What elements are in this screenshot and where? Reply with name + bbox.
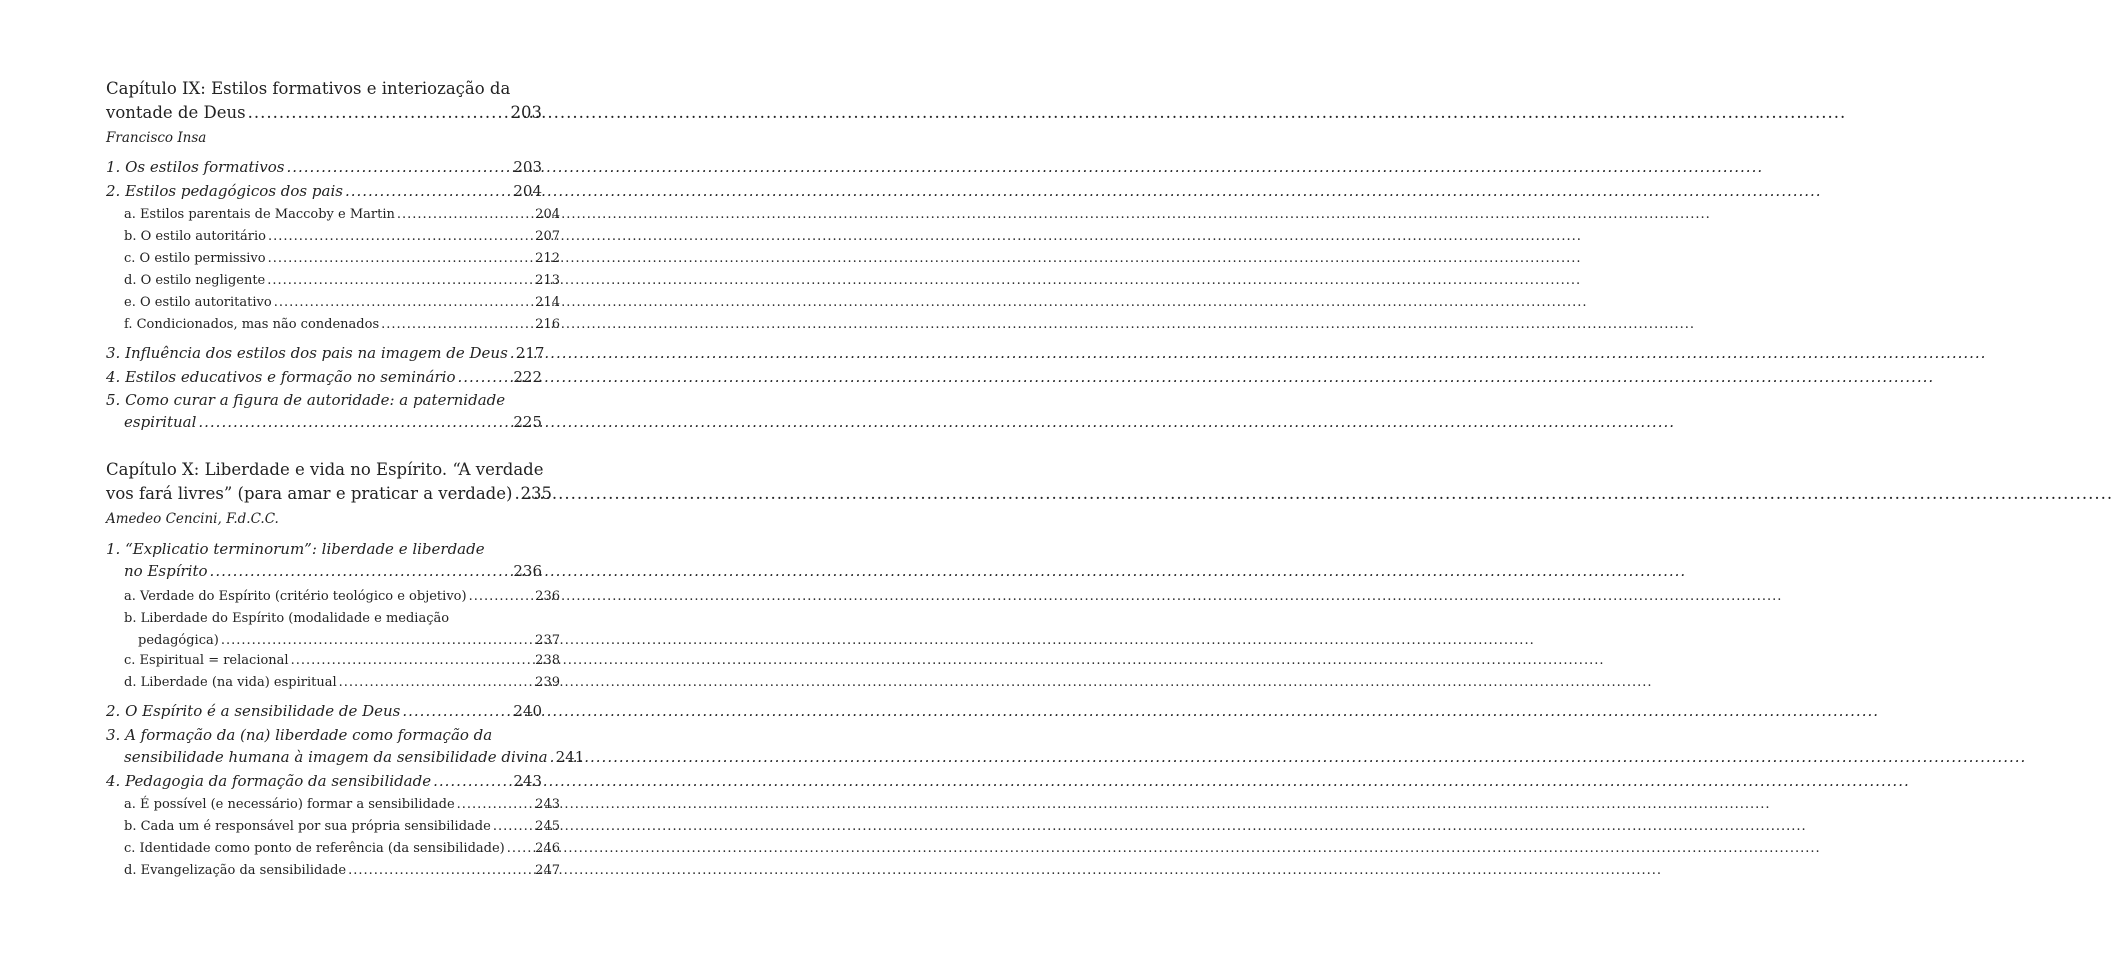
leader-dots <box>433 770 511 792</box>
leader-dots <box>268 226 533 248</box>
toc-entry-page: 214 <box>535 295 560 310</box>
toc-entry-page: 213 <box>535 273 560 288</box>
toc-entry-title-line1: 5. Como curar a figura de autoridade: a paternidade <box>106 391 506 409</box>
toc-entry <box>106 770 542 792</box>
toc-entry-page: 247 <box>535 863 560 878</box>
toc-entry-title: c. Identidade como ponto de referência (da sensibilidade) <box>124 841 505 856</box>
leader-dots <box>210 560 512 582</box>
toc-entry-title-line2: sensibilidade humana à imagem da sensibilidade divina <box>124 748 548 766</box>
toc-subentry <box>106 608 560 652</box>
toc-entry <box>106 342 545 364</box>
toc-entry-title-line1: 1. “Explicatio terminorum”: liberdade e liberdade <box>106 540 485 558</box>
toc-entry-title: 2. O Espírito é a sensibilidade de Deus <box>106 702 401 720</box>
toc-entry-title: 1. Os estilos formativos <box>106 158 285 176</box>
toc-entry-page: 216 <box>535 317 560 332</box>
toc-entry-title-line1: b. Liberdade do Espírito (modalidade e mediação <box>124 611 450 626</box>
toc-entry <box>106 366 542 388</box>
chapter-10-author: Amedeo Cencini, F.d.C.C. <box>106 511 279 527</box>
toc-entry-title-line2: no Espírito <box>124 562 208 580</box>
toc-subentry <box>106 586 560 608</box>
toc-subentry <box>106 204 560 226</box>
chapter-9-entry <box>106 101 542 125</box>
leader-dots <box>248 101 509 125</box>
toc-subentry <box>106 226 560 248</box>
chapter-10-title-line2: vos fará livres” (para amar e praticar a verdade) <box>106 484 513 503</box>
toc-entry-title: d. Evangelização da sensibilidade <box>124 863 347 878</box>
leader-dots <box>274 292 533 314</box>
toc-entry-page: 237 <box>535 633 560 648</box>
toc-subentry <box>106 270 560 292</box>
toc-subentry <box>106 292 560 314</box>
toc-subentry <box>106 248 560 270</box>
chapter-10-title-line1: Capítulo X: Liberdade e vida no Espírito. “A verdade <box>106 460 544 479</box>
leader-dots <box>469 586 534 608</box>
chapter-9-title-line1: Capítulo IX: Estilos formativos e interiozação da <box>106 79 511 98</box>
toc-entry-page: 246 <box>535 841 560 856</box>
toc-entry-title: c. Espiritual = relacional <box>124 653 289 668</box>
toc-subentry <box>106 816 560 838</box>
toc-entry-title: a. É possível (e necessário) formar a sensibilidade <box>124 797 455 812</box>
leader-dots <box>402 700 511 722</box>
toc-entry <box>106 724 585 768</box>
toc-subentry <box>106 672 560 694</box>
toc-entry-title-line1: 3. A formação da (na) liberdade como formação da <box>106 726 493 744</box>
toc-entry-page: 243 <box>535 797 560 812</box>
leader-dots <box>507 838 533 860</box>
toc-subentry <box>106 314 560 336</box>
toc-entry-page: 245 <box>535 819 560 834</box>
chapter-9-page: 203 <box>510 103 542 122</box>
toc-entry-page: 222 <box>513 368 542 386</box>
toc-entry-title: 4. Estilos educativos e formação no seminário <box>106 368 456 386</box>
leader-dots <box>268 248 534 270</box>
toc-entry-page: 204 <box>535 207 560 222</box>
toc-entry-page: 212 <box>535 251 560 266</box>
toc-entry-page: 243 <box>513 772 542 790</box>
chapter-9-author: Francisco Insa <box>106 130 207 146</box>
toc-entry <box>106 180 542 202</box>
toc-entry-page: 225 <box>513 413 542 431</box>
toc-entry-title: 2. Estilos pedagógicos dos pais <box>106 182 343 200</box>
toc-entry-title: d. O estilo negligente <box>124 273 266 288</box>
toc-entry <box>106 156 542 178</box>
toc-entry-page: 236 <box>535 589 560 604</box>
toc-entry <box>106 538 542 582</box>
leader-dots <box>458 366 512 388</box>
toc-entry-title: c. O estilo permissivo <box>124 251 266 266</box>
leader-dots <box>345 180 511 202</box>
toc-subentry <box>106 838 560 860</box>
leader-dots <box>348 860 533 882</box>
leader-dots <box>198 411 511 433</box>
toc-entry-page: 236 <box>513 562 542 580</box>
leader-dots <box>550 746 554 768</box>
leader-dots <box>397 204 533 226</box>
toc-entry-title-line2: pedagógica) <box>138 633 219 648</box>
toc-entry-title: a. Estilos parentais de Maccoby e Martin <box>124 207 395 222</box>
toc-page <box>0 0 640 960</box>
leader-dots <box>291 650 534 672</box>
chapter-9-heading <box>106 77 542 125</box>
toc-entry <box>106 389 542 433</box>
toc-entry-page: 240 <box>513 702 542 720</box>
leader-dots <box>339 672 534 694</box>
toc-entry-title: 4. Pedagogia da formação da sensibilidade <box>106 772 432 790</box>
toc-entry-page: 238 <box>535 653 560 668</box>
toc-entry-page: 204 <box>513 182 542 200</box>
toc-entry-page: 203 <box>513 158 542 176</box>
chapter-10-heading <box>106 458 552 506</box>
leader-dots <box>221 630 533 652</box>
toc-entry-title: 3. Influência dos estilos dos pais na imagem de Deus <box>106 344 508 362</box>
toc-subentry <box>106 650 560 672</box>
toc-entry-title: d. Liberdade (na vida) espiritual <box>124 675 337 690</box>
toc-entry-page: 217 <box>515 344 545 362</box>
leader-dots <box>286 156 511 178</box>
toc-subentry <box>106 860 560 882</box>
leader-dots <box>514 482 518 506</box>
toc-entry-title: e. O estilo autoritativo <box>124 295 272 310</box>
toc-entry-title: a. Verdade do Espírito (critério teológico e objetivo) <box>124 589 467 604</box>
chapter-10-entry <box>106 482 552 506</box>
leader-dots <box>510 342 514 364</box>
leader-dots <box>381 314 533 336</box>
leader-dots <box>267 270 533 292</box>
toc-entry-title: b. Cada um é responsável por sua própria sensibilidade <box>124 819 491 834</box>
toc-entry-page: 241 <box>555 748 585 766</box>
chapter-9-title-line2: vontade de Deus <box>106 103 246 122</box>
toc-entry-page: 239 <box>535 675 560 690</box>
leader-dots <box>493 816 533 838</box>
chapter-10-page: 235 <box>520 484 552 503</box>
toc-subentry <box>106 794 560 816</box>
toc-entry-title: f. Condicionados, mas não condenados <box>124 317 380 332</box>
toc-entry-title: b. O estilo autoritário <box>124 229 266 244</box>
leader-dots <box>457 794 534 816</box>
toc-entry-title-line2: espiritual <box>124 413 197 431</box>
toc-entry <box>106 700 542 722</box>
toc-entry-page: 207 <box>535 229 560 244</box>
